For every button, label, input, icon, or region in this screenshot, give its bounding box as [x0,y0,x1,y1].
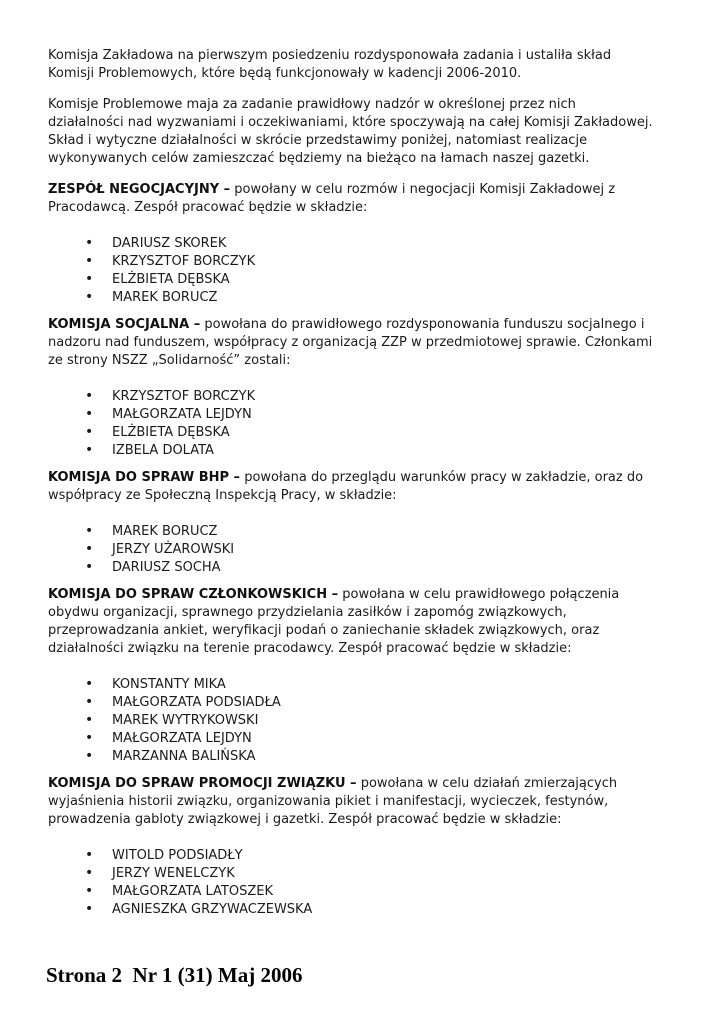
bullet-icon: • [85,424,94,440]
section-description: powołana w celu prawidłowego połączenia [342,587,620,602]
section-heading: KOMISJA DO SPRAW BHP – [48,470,241,485]
member-list-item [48,541,712,559]
section-komisja-socjalna [48,316,712,460]
paragraph [48,47,712,83]
member-name: DARIUSZ SKOREK [112,236,227,251]
member-name: KRZYSZTOF BORCZYK [112,389,256,404]
bullet-icon: • [85,523,94,539]
member-list [48,676,712,766]
bullet-icon: • [85,388,94,404]
section-heading: ZESPÓŁ NEGOCJACYJNY – [48,182,231,197]
bullet-icon: • [85,712,94,728]
member-list-item [48,730,712,748]
member-list [48,388,712,460]
bullet-icon: • [85,289,94,305]
text-line: Pracodawcą. Zespół pracować będzie w składzie: [48,200,368,215]
text-line: Komisja Zakładowa na pierwszym posiedzeniu rozdysponowała zadania i ustaliła skład [48,48,612,63]
member-list-item [48,235,712,253]
section-paragraph [48,181,712,217]
member-list-item [48,712,712,730]
section-paragraph [48,469,712,505]
member-name: DARIUSZ SOCHA [112,560,221,575]
text-line [48,316,712,334]
text-line: ze strony NSZZ „Solidarność” zostali: [48,353,291,368]
member-name: ELŻBIETA DĘBSKA [112,425,230,440]
text-line [48,775,712,793]
member-name: MAŁGORZATA LEJDYN [112,731,252,746]
bullet-icon: • [85,730,94,746]
bullet-icon: • [85,271,94,287]
bullet-icon: • [85,235,94,251]
text-line: wykonywanych celów zamieszczać będziemy na bieżąco na łamach naszej gazetki. [48,151,590,166]
section-zespol-negocjacyjny [48,181,712,307]
member-name: AGNIESZKA GRZYWACZEWSKA [112,902,313,917]
member-list-item [48,388,712,406]
bullet-icon: • [85,901,94,917]
section-paragraph [48,586,712,658]
paragraph [48,96,712,168]
member-name: IZBELA DOLATA [112,443,214,458]
member-list [48,235,712,307]
section-heading: KOMISJA DO SPRAW PROMOCJI ZWIĄZKU – [48,776,357,791]
member-list-item [48,424,712,442]
member-name: MAŁGORZATA LATOSZEK [112,884,273,899]
member-list-item [48,406,712,424]
section-description: powołany w celu rozmów i negocjacji Komisji Zakładowej z [234,182,616,197]
text-line: obydwu organizacji, sprawnego przydzielania zasiłków i zapomóg związkowych, [48,605,567,620]
member-list [48,523,712,577]
member-list-item [48,559,712,577]
member-list-item [48,901,712,919]
page-footer: Strona 2 Nr 1 (31) Maj 2006 [46,963,303,987]
member-list-item [48,289,712,307]
member-list-item [48,253,712,271]
bullet-icon: • [85,748,94,764]
member-list-item [48,676,712,694]
member-name: MAREK BORUCZ [112,524,218,539]
member-list-item [48,847,712,865]
text-line [48,469,712,487]
member-list-item [48,523,712,541]
section-paragraph [48,316,712,370]
text-line [48,586,712,604]
text-line [48,181,712,199]
member-name: ELŻBIETA DĘBSKA [112,272,230,287]
text-line: prowadzenia gabloty związkowej i gazetki. Zespół pracować będzie w składzie: [48,812,562,827]
text-line: Skład i wytyczne działalności w skrócie przedstawimy poniżej, natomiast realizacje [48,133,588,148]
bullet-icon: • [85,676,94,692]
member-name: KRZYSZTOF BORCZYK [112,254,256,269]
section-komisja-czlonkowska [48,586,712,766]
member-list-item [48,271,712,289]
member-name: MAŁGORZATA LEJDYN [112,407,252,422]
member-list-item [48,694,712,712]
bullet-icon: • [85,253,94,269]
member-name: JERZY WENELCZYK [112,866,235,881]
text-line: nadzoru nad funduszem, współpracy z organizacją ZZP w przedmiotowej sprawie. Członkami [48,335,653,350]
member-list-item [48,883,712,901]
member-name: MARZANNA BALIŃSKA [112,749,256,764]
bullet-icon: • [85,442,94,458]
member-name: JERZY UŻAROWSKI [112,542,235,557]
section-description: powołana do prawidłowego rozdysponowania funduszu socjalnego i [204,317,645,332]
section-description: powołana w celu działań zmierzających [360,776,618,791]
member-list-item [48,865,712,883]
member-list [48,847,712,919]
bullet-icon: • [85,883,94,899]
text-line: wyjaśnienia historii związku, organizowania pikiet i manifestacji, wycieczek, festynów, [48,794,609,809]
bullet-icon: • [85,406,94,422]
section-komisja-promocji [48,775,712,919]
text-line: przeprowadzania ankiet, weryfikacji podań o zaniechanie składek związkowych, oraz [48,623,600,638]
member-name: MAREK BORUCZ [112,290,218,305]
section-heading: KOMISJA DO SPRAW CZŁONKOWSKICH – [48,587,339,602]
member-name: MAŁGORZATA PODSIADŁA [112,695,281,710]
bullet-icon: • [85,541,94,557]
text-line: działalności związku na terenie pracodawcy. Zespół pracować będzie w składzie: [48,641,572,656]
text-line: działalności nad wyzwaniami i oczekiwaniami, które spoczywają na całej Komisji Zakładowej. [48,115,653,130]
section-paragraph [48,775,712,829]
text-line: Komisji Problemowych, które będą funkcjonowały w kadencji 2006-2010. [48,66,522,81]
bullet-icon: • [85,865,94,881]
member-list-item [48,442,712,460]
member-name: MAREK WYTRYKOWSKI [112,713,259,728]
member-name: KONSTANTY MIKA [112,677,226,692]
bullet-icon: • [85,559,94,575]
member-list-item [48,748,712,766]
section-komisja-bhp [48,469,712,577]
member-name: WITOLD PODSIADŁY [112,848,243,863]
section-heading: KOMISJA SOCJALNA – [48,317,201,332]
bullet-icon: • [85,694,94,710]
bullet-icon: • [85,847,94,863]
text-line: Komisje Problemowe maja za zadanie prawidłowy nadzór w określonej przez nich [48,97,576,112]
section-description: powołana do przeglądu warunków pracy w zakładzie, oraz do [244,470,644,485]
text-line: współpracy ze Społeczną Inspekcją Pracy, w składzie: [48,488,397,503]
